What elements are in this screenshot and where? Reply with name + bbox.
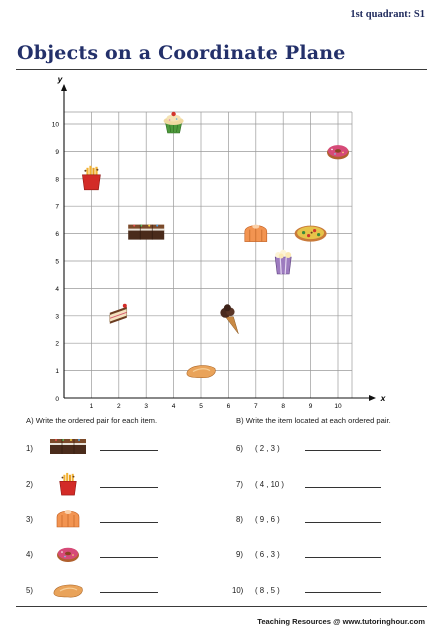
question-row xyxy=(232,578,280,602)
x-tick-label: 10 xyxy=(334,403,342,410)
x-tick-label: 1 xyxy=(89,403,94,410)
x-tick-label: 4 xyxy=(171,403,176,410)
x-axis-arrow xyxy=(369,395,376,401)
y-tick-label: 8 xyxy=(55,176,59,184)
question-number: 4) xyxy=(26,549,33,559)
brownie-icon xyxy=(128,225,164,240)
footer-credit: Teaching Resources @ www.tutoringhour.com xyxy=(257,617,425,626)
y-tick-label: 3 xyxy=(55,313,59,321)
x-tick-label: 9 xyxy=(308,403,313,410)
y-tick-label: 10 xyxy=(51,121,59,129)
y-tick-label: 6 xyxy=(55,231,59,239)
ordered-pair: ( 9 , 6 ) xyxy=(255,514,280,524)
ordered-pair: ( 4 , 10 ) xyxy=(255,479,285,489)
brownie-icon xyxy=(48,436,88,460)
question-number: 1) xyxy=(26,443,33,453)
question-row xyxy=(26,472,88,496)
question-row xyxy=(236,472,284,496)
question-number: 8) xyxy=(236,514,243,524)
question-number: 7) xyxy=(236,479,243,489)
section-a-heading: A) Write the ordered pair for each item. xyxy=(26,416,158,425)
answer-line[interactable] xyxy=(100,450,158,451)
answer-line[interactable] xyxy=(305,487,381,488)
jelly-icon xyxy=(48,507,88,531)
cake-slice-icon xyxy=(110,304,127,324)
y-tick-label: 9 xyxy=(55,148,59,156)
question-number: 9) xyxy=(236,549,243,559)
answer-line[interactable] xyxy=(100,522,158,523)
y-tick-label: 2 xyxy=(55,340,59,348)
y-tick-label: 4 xyxy=(55,285,59,293)
question-number: 5) xyxy=(26,585,33,595)
bread-icon xyxy=(48,578,88,602)
x-tick-label: 6 xyxy=(226,403,231,410)
question-row xyxy=(236,436,280,460)
answer-line[interactable] xyxy=(305,450,381,451)
answer-line[interactable] xyxy=(305,592,381,593)
ordered-pair: ( 8 , 5 ) xyxy=(255,585,280,595)
doughnut-icon xyxy=(48,542,88,566)
section-b-heading: B) Write the item located at each ordered pair. xyxy=(236,416,391,425)
fries-icon xyxy=(48,472,88,496)
y-tick-label: 7 xyxy=(55,203,59,211)
footer-rule xyxy=(16,606,427,607)
ordered-pair: ( 2 , 3 ) xyxy=(255,443,280,453)
question-row xyxy=(236,542,280,566)
question-row xyxy=(26,436,88,460)
answer-line[interactable] xyxy=(100,487,158,488)
popcorn-icon xyxy=(275,250,291,274)
page-title: Objects on a Coordinate Plane xyxy=(17,42,346,64)
jelly-icon xyxy=(245,225,267,242)
y-axis-label: y xyxy=(57,74,63,84)
question-row xyxy=(26,507,88,531)
x-tick-label: 5 xyxy=(199,403,203,410)
question-number: 3) xyxy=(26,514,33,524)
x-tick-label: 8 xyxy=(281,403,286,410)
question-number: 10) xyxy=(232,585,244,595)
y-tick-label: 1 xyxy=(55,368,59,376)
y-tick-label: 5 xyxy=(55,258,59,266)
x-tick-label: 3 xyxy=(144,403,149,410)
x-tick-label: 2 xyxy=(116,403,121,410)
answer-line[interactable] xyxy=(305,557,381,558)
origin-label: 0 xyxy=(55,396,59,403)
answer-line[interactable] xyxy=(100,592,158,593)
x-axis-label: x xyxy=(380,393,386,403)
ordered-pair: ( 6 , 3 ) xyxy=(255,549,280,559)
doughnut-icon xyxy=(327,145,349,159)
question-row xyxy=(26,542,88,566)
ice-cream-icon xyxy=(220,304,238,334)
question-number: 2) xyxy=(26,479,33,489)
bread-icon xyxy=(187,366,216,378)
corner-label: 1st quadrant: S1 xyxy=(350,9,425,20)
y-axis-arrow xyxy=(61,84,67,91)
answer-line[interactable] xyxy=(305,522,381,523)
answer-line[interactable] xyxy=(100,557,158,558)
cupcake-icon xyxy=(164,112,184,133)
fries-icon xyxy=(82,166,100,190)
question-row xyxy=(26,578,88,602)
pizza-icon xyxy=(295,226,327,242)
x-tick-label: 7 xyxy=(253,403,258,410)
question-number: 6) xyxy=(236,443,243,453)
question-row xyxy=(236,507,280,531)
